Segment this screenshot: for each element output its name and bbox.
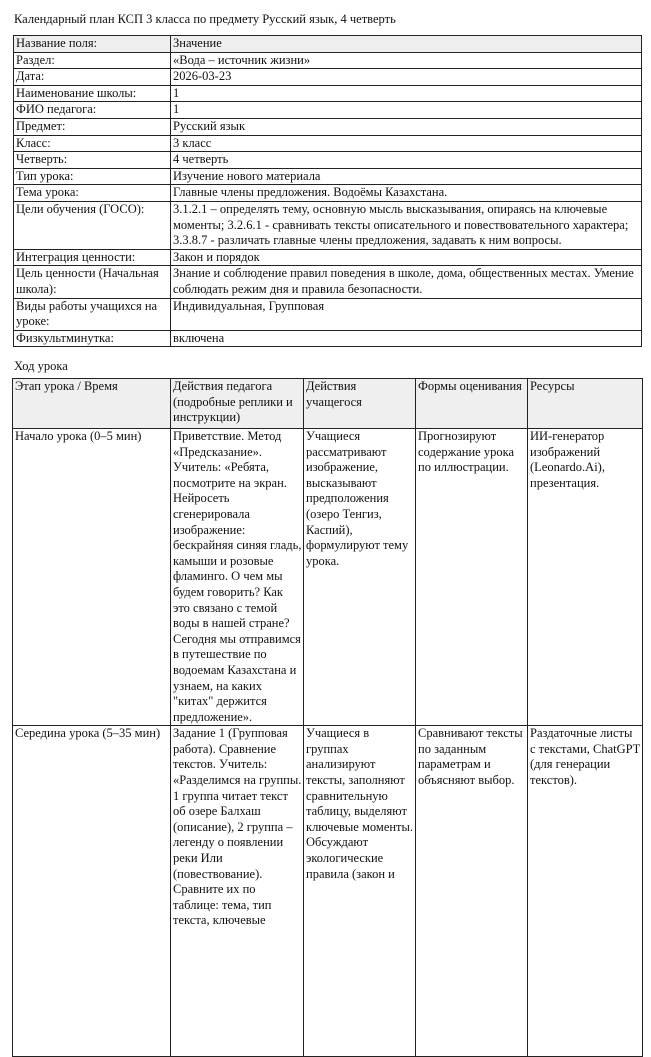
info-field: Дата: <box>14 69 171 86</box>
info-field: Наименование школы: <box>14 85 171 102</box>
info-row <box>14 52 642 69</box>
info-value: Закон и порядок <box>171 249 642 266</box>
info-value: 1 <box>171 102 642 119</box>
info-field: Тема урока: <box>14 185 171 202</box>
info-field: Цель ценности (Начальная школа): <box>14 266 171 298</box>
info-row <box>14 298 642 330</box>
info-value: включена <box>171 330 642 347</box>
plan-stage: Начало урока (0–5 мин) <box>13 429 171 726</box>
plan-column-header: Действия педагога (подробные реплики и инструкции) <box>171 379 304 429</box>
info-field: Тип урока: <box>14 168 171 185</box>
plan-column-header: Ресурсы <box>528 379 643 429</box>
plan-assessment: Сравнивают тексты по заданным параметрам и объясняют выбор. <box>416 726 528 1057</box>
info-row <box>14 201 642 249</box>
info-row <box>14 102 642 119</box>
info-value: 3 класс <box>171 135 642 152</box>
info-value: Русский язык <box>171 118 642 135</box>
section-title: Ход урока <box>14 359 68 373</box>
info-field: Интеграция ценности: <box>14 249 171 266</box>
info-row <box>14 168 642 185</box>
plan-header-row <box>13 379 643 429</box>
info-row <box>14 118 642 135</box>
info-field: Цели обучения (ГОСО): <box>14 201 171 249</box>
info-field: Класс: <box>14 135 171 152</box>
plan-row <box>13 726 643 1057</box>
info-header-value: Значение <box>171 36 642 53</box>
info-row <box>14 330 642 347</box>
info-field: Физкультминутка: <box>14 330 171 347</box>
plan-teacher-actions: Задание 1 (Групповая работа). Сравнение текстов. Учитель: «Разделимся на группы. 1 группа читает текст об озере Балхаш (описание), 2 группа – легенду о появлении реки Или (повествование). Сравните их по таблице: тема, тип текста, ключевые <box>171 726 304 1057</box>
plan-teacher-actions: Приветствие. Метод «Предсказание». Учитель: «Ребята, посмотрите на экран. Нейросеть сгенерировала изображение: бескрайняя синяя гладь, камыши и розовые фламинго. О чем мы будем говорить? Как это связано с темой воды в нашей стране? Сегодня мы отправимся в путешествие по водоемам Казахстана и узнаем, на каких "китах" держится предложение». <box>171 429 304 726</box>
info-header-field: Название поля: <box>14 36 171 53</box>
info-field: Виды работы учащихся на уроке: <box>14 298 171 330</box>
info-row <box>14 85 642 102</box>
info-row <box>14 152 642 169</box>
plan-column-header: Действия учащегося <box>304 379 416 429</box>
info-row <box>14 69 642 86</box>
info-row <box>14 249 642 266</box>
info-value: 3.1.2.1 – определять тему, основную мысль высказывания, опираясь на ключевые моменты; 3.2.6.1 - сравнивать тексты описательного и повествовательного характера; 3.3.8.7 - различать главные члены предложения, задавать к ним вопросы. <box>171 201 642 249</box>
plan-assessment: Прогнозируют содержание урока по иллюстрации. <box>416 429 528 726</box>
plan-column-header: Формы оценивания <box>416 379 528 429</box>
info-field: ФИО педагога: <box>14 102 171 119</box>
plan-resources: ИИ-генератор изображений (Leonardo.Ai), презентация. <box>528 429 643 726</box>
plan-resources: Раздаточные листы с текстами, ChatGPT (для генерации текстов). <box>528 726 643 1057</box>
plan-row <box>13 429 643 726</box>
plan-column-header: Этап урока / Время <box>13 379 171 429</box>
info-header-row <box>14 36 642 53</box>
info-value: «Вода – источник жизни» <box>171 52 642 69</box>
plan-student-actions: Учащиеся в группах анализируют тексты, заполняют сравнительную таблицу, выделяют ключевые моменты. Обсуждают экологические правила (закон и <box>304 726 416 1057</box>
info-value: Знание и соблюдение правил поведения в школе, дома, общественных местах. Умение соблюдать режим дня и правила безопасности. <box>171 266 642 298</box>
info-value: 4 четверть <box>171 152 642 169</box>
info-value: Изучение нового материала <box>171 168 642 185</box>
document-title: Календарный план КСП 3 класса по предмету Русский язык, 4 четверть <box>14 12 396 26</box>
info-field: Четверть: <box>14 152 171 169</box>
info-field: Предмет: <box>14 118 171 135</box>
info-row <box>14 135 642 152</box>
info-value: Индивидуальная, Групповая <box>171 298 642 330</box>
plan-stage: Середина урока (5–35 мин) <box>13 726 171 1057</box>
lesson-info-table <box>13 35 642 347</box>
info-row <box>14 266 642 298</box>
info-value: 2026-03-23 <box>171 69 642 86</box>
info-value: 1 <box>171 85 642 102</box>
info-field: Раздел: <box>14 52 171 69</box>
lesson-plan-table <box>12 378 643 1057</box>
plan-student-actions: Учащиеся рассматривают изображение, высказывают предположения (озеро Тенгиз, Каспий), формулируют тему урока. <box>304 429 416 726</box>
info-value: Главные члены предложения. Водоёмы Казахстана. <box>171 185 642 202</box>
info-row <box>14 185 642 202</box>
